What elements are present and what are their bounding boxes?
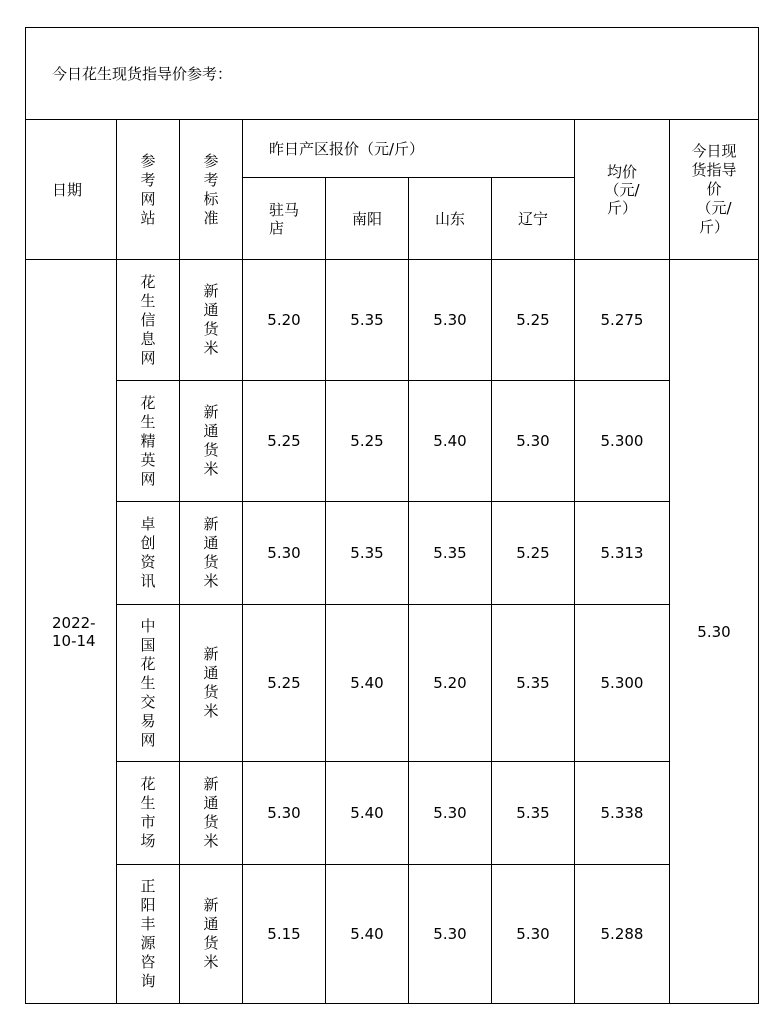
price-nanyang: 5.40 bbox=[326, 865, 409, 1004]
site-name: 花生市场 bbox=[117, 762, 180, 865]
avg-price: 5.275 bbox=[575, 260, 670, 381]
table-title: 今日花生现货指导价参考： bbox=[26, 28, 759, 120]
price-liaoning: 5.30 bbox=[492, 381, 575, 502]
standard: 新通货米 bbox=[180, 865, 243, 1004]
standard: 新通货米 bbox=[180, 260, 243, 381]
price-liaoning: 5.25 bbox=[492, 502, 575, 605]
price-shandong: 5.35 bbox=[409, 502, 492, 605]
table-row bbox=[26, 762, 759, 865]
price-shandong: 5.20 bbox=[409, 605, 492, 762]
price-liaoning: 5.35 bbox=[492, 605, 575, 762]
header-region-shandong: 山东 bbox=[409, 178, 492, 260]
header-region-liaoning: 辽宁 bbox=[492, 178, 575, 260]
header-region-group: 昨日产区报价（元/斤） bbox=[243, 120, 575, 178]
header-region-nanyang: 南阳 bbox=[326, 178, 409, 260]
header-standard: 参考标准 bbox=[180, 120, 243, 260]
table-row bbox=[26, 381, 759, 502]
price-shandong: 5.30 bbox=[409, 762, 492, 865]
standard: 新通货米 bbox=[180, 762, 243, 865]
price-nanyang: 5.35 bbox=[326, 502, 409, 605]
table-row bbox=[26, 605, 759, 762]
price-shandong: 5.30 bbox=[409, 260, 492, 381]
price-nanyang: 5.25 bbox=[326, 381, 409, 502]
price-liaoning: 5.30 bbox=[492, 865, 575, 1004]
table-row bbox=[26, 502, 759, 605]
price-zhumadian: 5.30 bbox=[243, 762, 326, 865]
price-zhumadian: 5.20 bbox=[243, 260, 326, 381]
site-name: 中国花生交易网 bbox=[117, 605, 180, 762]
price-zhumadian: 5.25 bbox=[243, 381, 326, 502]
header-site: 参考网站 bbox=[117, 120, 180, 260]
table-row bbox=[26, 260, 759, 381]
standard: 新通货米 bbox=[180, 502, 243, 605]
price-liaoning: 5.35 bbox=[492, 762, 575, 865]
header-date: 日期 bbox=[26, 120, 117, 260]
avg-price: 5.300 bbox=[575, 381, 670, 502]
avg-price: 5.313 bbox=[575, 502, 670, 605]
standard: 新通货米 bbox=[180, 381, 243, 502]
avg-price: 5.288 bbox=[575, 865, 670, 1004]
site-name: 花生信息网 bbox=[117, 260, 180, 381]
site-name: 花生精英网 bbox=[117, 381, 180, 502]
avg-price: 5.300 bbox=[575, 605, 670, 762]
price-nanyang: 5.40 bbox=[326, 762, 409, 865]
title-row bbox=[26, 28, 759, 120]
date-cell: 2022-10-14 bbox=[26, 260, 117, 1004]
price-shandong: 5.40 bbox=[409, 381, 492, 502]
site-name: 卓创资讯 bbox=[117, 502, 180, 605]
price-liaoning: 5.25 bbox=[492, 260, 575, 381]
header-today-price: 今日现货指导价（元/斤） bbox=[670, 120, 759, 260]
price-zhumadian: 5.30 bbox=[243, 502, 326, 605]
price-zhumadian: 5.25 bbox=[243, 605, 326, 762]
today-price: 5.30 bbox=[670, 260, 759, 1004]
header-avg: 均价（元/斤） bbox=[575, 120, 670, 260]
header-row-1 bbox=[26, 120, 759, 178]
table-row bbox=[26, 865, 759, 1004]
price-table bbox=[25, 27, 759, 1004]
price-nanyang: 5.35 bbox=[326, 260, 409, 381]
standard: 新通货米 bbox=[180, 605, 243, 762]
header-region-zhumadian: 驻马店 bbox=[243, 178, 326, 260]
price-nanyang: 5.40 bbox=[326, 605, 409, 762]
price-shandong: 5.30 bbox=[409, 865, 492, 1004]
site-name: 正阳丰源咨询 bbox=[117, 865, 180, 1004]
price-zhumadian: 5.15 bbox=[243, 865, 326, 1004]
avg-price: 5.338 bbox=[575, 762, 670, 865]
